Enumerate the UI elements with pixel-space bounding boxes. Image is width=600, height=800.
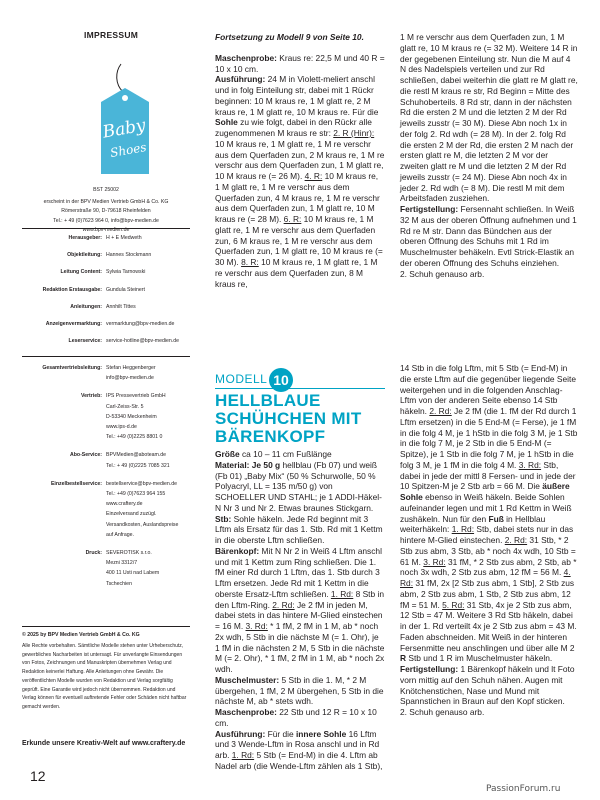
impressum-row xyxy=(22,548,190,558)
row-key xyxy=(22,373,106,383)
row-label: 5. Rd: xyxy=(442,599,465,610)
divider xyxy=(22,228,190,229)
svg-text:Shoes: Shoes xyxy=(109,140,148,161)
impressum-row xyxy=(22,450,190,460)
row-key xyxy=(22,461,106,471)
row-value: D-53340 Meckenheim xyxy=(106,413,157,420)
paragraph xyxy=(215,729,385,772)
row-key xyxy=(22,489,106,499)
row-value: Versandkosten, Auslandspreise xyxy=(106,521,179,528)
svg-text:Baby: Baby xyxy=(101,115,148,143)
text-run: 31 fM, * 2 Stb zus abm, 2 Stb, ab * noch 3x wdh, 2 Stb zus abm, 12 fM = 56 M. xyxy=(400,556,577,578)
text-run: Sohle häkeln. Jede Rd beginnt mit 3 Lftm als Ersatz für das 1. Stb. Rd mit 1 Kettm in die oberste Lftm schließen. xyxy=(215,513,383,545)
row-value: Einzelversand zuzügl. xyxy=(106,511,157,518)
impressum-row xyxy=(22,520,190,530)
row-key: Druck: xyxy=(85,550,102,557)
row-value: Tel.: +49 (0)7623 964 155 xyxy=(106,491,166,498)
row-value[interactable]: vermarktung@bpv-medien.de xyxy=(106,321,175,328)
paragraph xyxy=(215,53,385,75)
bold-term: Muschelmuster: xyxy=(215,674,280,685)
row-key: Anleitungen: xyxy=(70,303,102,310)
row-key xyxy=(22,530,106,540)
impressum-row xyxy=(22,568,190,578)
bold-term: Ausführung: xyxy=(215,728,266,739)
paragraph xyxy=(215,460,385,514)
paragraph xyxy=(400,363,578,664)
text-run: 8 Stb in den Lftm-Ring. xyxy=(215,588,384,610)
text-run: 31 fM, 2x [2 Stb zus abm, 1 Stb], 2 Stb zus abm, 2 Stb zus abm, 1 Stb, 2 Stb zus abm, 12 fM = 51 M. xyxy=(400,578,575,610)
legal-notice: Alle Rechte vorbehalten. Sämtliche Modelle stehen unter Urheberschutz, gewerbliches Nacharbeiten ist untersagt. Für unverlangte Einsendungen von Fotos, Zeichnungen und Manuskripten übernehmen Verlag und Redaktion keinerlei Haftung. Alle Anleitungen ohne Gewähr. Die veröffentlichten Modelle wurden von Redaktion und Verlag sorgfältig geprüft. Eine Garantie wird jedoch nicht übernommen. Redaktion und Verlag können für eventuell auftretende Fehler oder Schäden nicht haftbar gemacht werden. xyxy=(22,643,187,710)
impressum-title: IMPRESSUM xyxy=(84,30,139,40)
row-key: Leserservice: xyxy=(68,338,102,345)
row-label: 4. R: xyxy=(304,171,323,181)
text-run: 31 Stb, * 2 Stb zus abm, 3 Stb, ab * noch 4x wdh, 10 Stb = 61 M. xyxy=(400,535,576,567)
text-run: Je 2 fM in jeden M, dabei stets in das hintere M-Glied einstechen = 16 M. xyxy=(215,599,383,631)
text-run: Für die xyxy=(265,728,296,739)
row-key: Leitung Content: xyxy=(60,269,102,276)
row-label: 2. Rd: xyxy=(504,535,528,545)
row-value[interactable]: info@bpv-medien.de xyxy=(106,375,154,382)
column-1-top xyxy=(215,32,385,289)
row-key xyxy=(22,432,106,442)
row-value: Tel.: + 49 (0)2225 7085 321 xyxy=(106,462,170,469)
row-value[interactable]: www.ips-d.de xyxy=(106,424,137,431)
paragraph xyxy=(400,269,578,280)
impressum-row xyxy=(22,267,190,277)
row-label: 1. Rd: xyxy=(330,588,354,599)
row-key xyxy=(22,412,106,422)
row-value: Tschechien xyxy=(106,580,132,587)
row-label: 3. Rd: xyxy=(518,459,542,470)
paragraph xyxy=(215,675,385,707)
impressum-row xyxy=(22,479,190,489)
text-run: 2. Schuh genauso arb. xyxy=(400,268,485,279)
row-key xyxy=(22,579,106,589)
row-value: Carl-Zeiss-Str. 5 xyxy=(106,403,144,410)
column-1-bottom xyxy=(215,449,385,772)
paragraph xyxy=(215,449,385,460)
paragraph xyxy=(215,546,385,675)
text-run: Kraus re: 22,5 M und 40 R = 10 x 10 cm. xyxy=(215,52,385,74)
row-label: 2. Rd: xyxy=(429,406,452,416)
bold-term: äußere Sohle xyxy=(400,481,570,502)
bold-term: Bärenkopf: xyxy=(215,545,260,556)
bold-term: Maschenprobe: xyxy=(215,52,277,63)
text-run: Stb, dabei stets nur in das hintere M-Glied einstechen. xyxy=(400,524,574,545)
row-key xyxy=(22,422,106,432)
paragraph xyxy=(400,32,578,204)
impressum-row xyxy=(22,302,190,312)
row-value: SEVEROTISK s.r.o. xyxy=(106,550,152,557)
row-value: 400 11 Usti nad Labem xyxy=(106,570,160,577)
model-title-line: SCHÜHCHEN MIT xyxy=(215,409,362,428)
text-run: 22 Stb und 12 R = 10 x 10 cm. xyxy=(215,707,377,728)
row-label: 6. R: xyxy=(283,214,302,224)
text-run: 31 Stb, 4x je 2 Stb zus abm, 12 Stb = 47 M. Weitere 3 Rd Stb häkeln, dabei in der 1. Rd verteilt 4x je 2 Stb zus abm = 43 M. Faden abschneiden. Mit Weiß in der hinteren Fersenmitte neu anschlingen und über alle M 2 xyxy=(400,599,577,653)
bold-term: Fertigstellung: xyxy=(400,664,459,674)
row-key xyxy=(22,568,106,578)
page-number: 12 xyxy=(30,768,46,784)
impressum-row xyxy=(22,373,190,383)
craftery-link[interactable]: Erkunde unsere Kreativ-Welt auf www.craftery.de xyxy=(22,740,186,747)
row-key xyxy=(22,499,106,509)
paragraph xyxy=(400,664,578,707)
text-run: 10 M kraus re, 1 M glatt re, 1 M re verschr aus dem Querfaden zun, 6 M kraus re, 1 M re verschr aus dem Querfaden zun, 1 M glatt re, 10 M kraus re (= 30 M). xyxy=(215,214,383,267)
impressum-row xyxy=(22,558,190,568)
publisher-line: Römerstraße 90, D-79618 Rheinfelden xyxy=(61,208,151,215)
bold-term: Maschenprobe: xyxy=(215,707,277,717)
business-list xyxy=(22,363,190,589)
impressum-row xyxy=(22,489,190,499)
impressum-row xyxy=(22,499,190,509)
row-key: Abo-Service: xyxy=(70,452,102,459)
impressum-row xyxy=(22,233,190,243)
row-value[interactable]: bestellservice@bpv-medien.de xyxy=(106,480,178,487)
row-value: Annhilt Tittes xyxy=(106,303,136,310)
row-label: 3. Rd: xyxy=(245,621,268,631)
text-run: 10 M kraus re, 1 M glatt re, 1 M re verschr aus dem Querfaden zun, 8 M kraus re, xyxy=(215,257,378,289)
row-key xyxy=(22,402,106,412)
row-value: Stefan Heggenberger xyxy=(106,365,156,371)
paragraph xyxy=(215,514,385,546)
text-run: Je 2 fM (die 1. fM der Rd durch 1 Lftm ersetzen) in die 5 End-M (= Ferse), je 1 fM in die folg 4 M, je 1 hStb in die folg 3 M, je 1 Stb in die folg 7 M, je 2 Stb in die 5 End-M (= Spitze), je 1 Stb in die folg 7 M, je 1 hStb in die folg 3 M, je 1 fM in die folg 4 M. xyxy=(400,406,578,470)
row-key: Gesamtvertriebsleitung: xyxy=(42,365,102,371)
text-run: 16 Lftm und 3 Wende-Lftm in Rosa anschl und in Rd arb. xyxy=(215,728,380,760)
row-key xyxy=(22,509,106,519)
text-run: 14 Stb in die folg Lftm, mit 5 Stb (= End-M) in die erste Lftm auf die gegenüber liegende Seite weitergehen und in die folgenden Anschlag-Lftm von der anderen Seite ebenso 14 Stb häkeln. xyxy=(400,363,576,416)
model-title-line: HELLBLAUE xyxy=(215,391,321,410)
publisher-line: www.bpv-medien.de xyxy=(82,227,130,234)
row-value[interactable]: www.craftery.de xyxy=(106,501,143,508)
divider xyxy=(22,356,190,357)
row-value: Tel.: +49 (0)2225 8801 0 xyxy=(106,434,163,441)
bold-term: Größe xyxy=(215,449,240,459)
row-value: Mezni 3312/7 xyxy=(106,560,138,567)
row-label: 1. Rd: xyxy=(451,524,475,535)
row-label: 1. Rd: xyxy=(231,750,255,760)
impressum-row xyxy=(22,285,190,295)
text-run: 24 M in Violett-meliert anschl und in folg Einteilung str, dabei mit 1 Rückr beginnen: 10 M kraus re, 1 M glatt re, 2 M kraus re, 1 M glatt re, 10 M kraus re. Für die xyxy=(215,74,379,117)
text-run: 5 Stb (= End-M) in die 4. Lftm ab Nadel arb (die Wende-Lftm zählen als 1 Stb), xyxy=(215,750,383,771)
row-key: Herausgeber: xyxy=(68,235,102,241)
text-run: Mit N Nr 2 in Weiß 4 Lftm anschl und mit 1 Kettm zum Ring schließen. Die 1. fM einer Rd durch 1 Lftm, das 1. Stb durch 3 Lftm ersetzen. Jede Rd mit 1 Kettm in die oberste Ersatz-Lftm schließen. xyxy=(215,545,382,599)
bold-term: Fertigstellung: xyxy=(400,204,459,214)
impressum-row xyxy=(22,250,190,260)
model-title-line: BÄRENKOPF xyxy=(215,427,326,446)
paragraph xyxy=(215,74,385,289)
watermark: PassionForum.ru xyxy=(486,784,561,794)
row-label: 8. R: xyxy=(241,257,259,267)
impressum-row xyxy=(22,319,190,329)
publisher-line: Tel.: + 49 (0)7623 964 0, info@bpv-medien.de xyxy=(53,217,159,224)
text-run: Fersennaht schließen. In Weiß 32 M aus der oberen Öffnung aufnehmen und 1 Rd re M str. Dann das Bündchen aus der oberen Öffnung des Schuhs mit 1 Rd im Muschelmuster behäkeln. Evtl Strick-Elastik an der oberen Öffnung des Schuhs einziehen. xyxy=(400,204,577,268)
bold-term: Fuß xyxy=(488,513,504,524)
row-label: 2. Rd: xyxy=(272,599,295,610)
model-header xyxy=(215,368,385,390)
text-run: 1 M re verschr aus dem Querfaden zun, 1 M glatt re, 10 M kraus re (= 32 M). Weitere 14 R in der gegebenen Einteilung str. Nun die M auf 4 N des Nadelspiels verteilen und zur Rd schließen, dabei weiterhin die glatt re M glatt re, die restl M kraus re str, Rd Beginn = Mitte des Schuhoberteils. 8 Rd str, dann in der nächsten Rd die ersten 2 M und die letzten 2 M der Rd jeweils zusstr (= 30 M). Diese Abn noch 1x in der folg 2. Rd wdh (= 28 M). In der 2. folg Rd die ersten 2 M der Rd, die ersten 2 M nach der ersten glatt re M, die letzten 2 M vor der zweiten glatt re M und die letzten 2 M der Rd jeweils zusstr (= 24 M). Diese Abn noch 4x in jeder 2. Rd wdh (= 8 M). Die restl M mit dem Arbeitsfaden zusziehen. xyxy=(400,32,578,204)
text-run: Stb und 1 R im Muschelmuster häkeln. xyxy=(406,653,553,664)
row-value[interactable]: service-hotline@bpv-medien.de xyxy=(106,338,180,345)
bold-term: Stb: xyxy=(215,513,232,524)
impressum-row xyxy=(22,432,190,442)
column-2-top xyxy=(400,32,578,279)
text-run: in Hellblau weiterhäkeln: xyxy=(400,513,546,535)
row-value[interactable]: BPVMedien@aboteam.de xyxy=(106,452,167,459)
text-run: ebenso in Weiß häkeln. Beide Sohlen aufeinander legen und mit 1 Rd Kettm in Weiß zushäkeln. Nun für den xyxy=(400,492,572,524)
bold-term: Ausführung: xyxy=(215,74,266,85)
row-label: 3. Rd: xyxy=(423,556,446,567)
paragraph xyxy=(400,204,578,269)
row-value: Hannes Stockmann xyxy=(106,252,152,259)
row-key: Anzeigenvermarktung: xyxy=(45,321,102,328)
text-run: * 1 fM, 2 fM in 1 M, ab * noch 2x wdh, 5 Stb in die nächste M (= 1. Ohr), je 1 fM in die nächsten 2 M, 5 Stb in die nächste M (= 2. Ohr), * 1 fM, 2 fM in 1 M, ab * noch 2x wdh. xyxy=(215,621,385,674)
baby-shoes-logo xyxy=(85,62,165,182)
row-key: Vertrieb: xyxy=(80,393,102,400)
continuation-note: Fortsetzung zu Modell 9 von Seite 10. xyxy=(215,32,364,42)
impressum-row xyxy=(22,509,190,519)
model-label: MODELL xyxy=(215,372,268,386)
row-key xyxy=(22,520,106,530)
row-value: auf Anfrage. xyxy=(106,531,134,538)
bold-term: innere Sohle xyxy=(295,728,347,739)
text-run: ca 10 – 11 cm Fußlänge xyxy=(239,449,332,459)
impressum-row xyxy=(22,391,190,401)
impressum-row xyxy=(22,422,190,432)
bold-term: Material: Je 50 g xyxy=(215,459,281,470)
bold-term: R xyxy=(400,653,407,664)
text-run: 5 Stb in die 1. M, * 2 M übergehen, 1 fM, 2 M übergehen, 5 Stb in die nächste M, ab * stets wdh. xyxy=(215,674,384,707)
row-key xyxy=(22,558,106,568)
bold-term: Sohle xyxy=(215,117,238,128)
text-run: 2. Schuh genauso arb. xyxy=(400,707,485,717)
impressum-row xyxy=(22,579,190,589)
paragraph xyxy=(215,707,385,729)
impressum-row xyxy=(22,363,190,373)
row-key: Einzelbestellservice: xyxy=(50,480,102,487)
text-run: 10 M kraus re, 1 M glatt re, 1 M re verschr aus dem Querfaden zun, 2 M kraus re, 1 M re verschr aus dem Querfaden zun, 1 M glatt re, 10 M kraus re (= 26 M). xyxy=(215,138,385,181)
row-value: IPS Pressevertrieb GmbH xyxy=(106,393,166,400)
text-run: zu wie folgt, dabei in den Rückr alle zugenommenen M kraus re str: xyxy=(215,117,372,138)
row-value: Gundula Steinert xyxy=(106,286,145,293)
impressum-row xyxy=(22,336,190,346)
row-value: H + E Medweth xyxy=(106,235,142,241)
row-value: Sylwia Tarnowski xyxy=(106,269,146,276)
impressum-row xyxy=(22,461,190,471)
text-run: Stb, dabei in jede der mittl 8 Fersen- und in jede der 10 Spitzen-M je 2 Stb arb = 66 M. Die xyxy=(400,459,576,492)
model-number: 10 xyxy=(269,368,293,392)
text-run: hellblau (Fb 07) und weiß (Fb 01) „Baby Mix“ (50 % Schurwolle, 50 % Polyacryl, LL = 135 m/50 g) von SCHOELLER UND STAHL; je 1 ADDI-Häkel-N Nr 3 und Nr 2. Etwas braunes Stickgarn. xyxy=(215,459,382,513)
divider xyxy=(22,626,190,627)
row-key: Objektleitung: xyxy=(67,252,102,259)
impressum-row xyxy=(22,530,190,540)
copyright-line: © 2025 by BPV Medien Vertrieb GmbH & Co. KG xyxy=(22,632,140,638)
row-key: Redaktion Erstausgabe: xyxy=(42,286,102,293)
impressum-row xyxy=(22,402,190,412)
impressum xyxy=(22,0,190,800)
model-title xyxy=(215,392,395,446)
publisher-line: erscheint in der BPV Medien Vertrieb GmbH & Co. KG xyxy=(43,198,169,205)
row-label: 2. R (Hinr): xyxy=(333,128,375,138)
paragraph xyxy=(400,707,578,718)
column-2-bottom xyxy=(400,363,578,718)
row-label: 4. Rd: xyxy=(400,567,571,588)
staff-list xyxy=(22,233,190,353)
publisher-line: BST 25002 xyxy=(93,187,119,193)
text-run: 10 M kraus re, 1 M glatt re, 1 M re verschr aus dem Querfaden zun, 4 M kraus re, 1 M re verschr aus dem Querfaden zun, 1 M glatt re, 10 M kraus re (= 28 M). xyxy=(215,171,380,224)
impressum-row xyxy=(22,412,190,422)
text-run: 1 Bärenkopf häkeln und lt Foto vorn mittig auf den Schuh nähen. Augen mit Knötchenstichen, Nase und Mund mit Spannstichen in Braun auf den Kopf sticken. xyxy=(400,664,575,707)
